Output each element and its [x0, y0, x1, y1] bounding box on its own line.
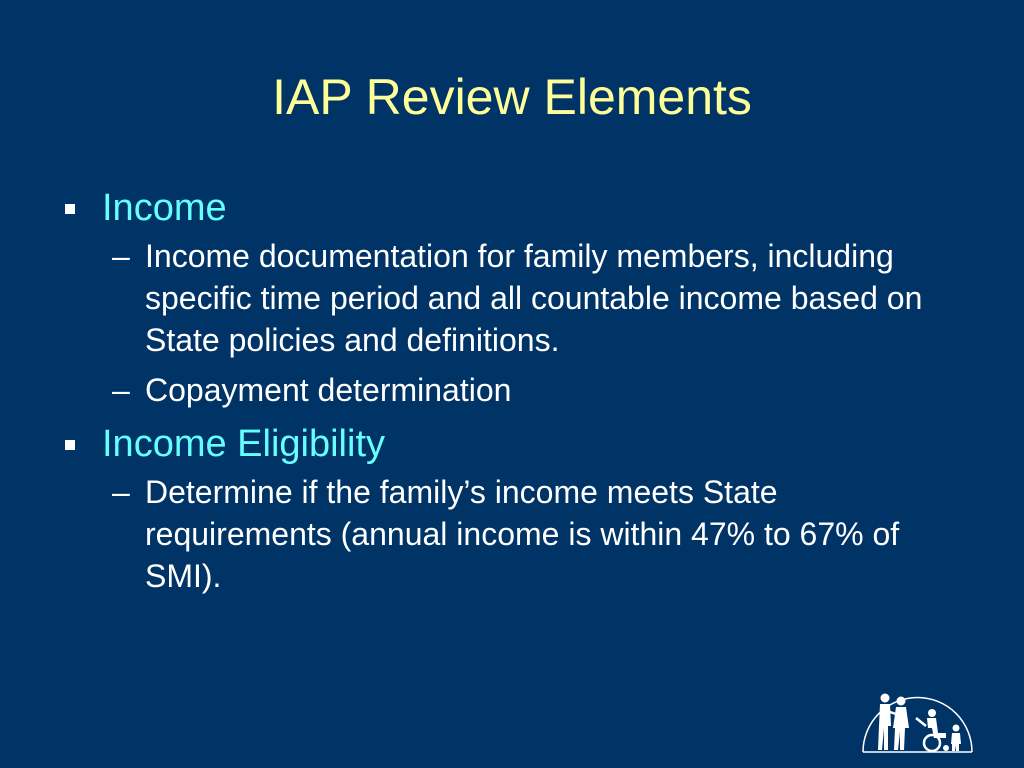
- sub-bullet-text: Income documentation for family members, including specific time period and all countable income based on State policies and definitions.: [145, 238, 923, 358]
- bullet-income-eligibility: [62, 419, 982, 469]
- dash-marker: –: [112, 238, 130, 274]
- slide-title: IAP Review Elements: [272, 69, 752, 125]
- sub-bullet-determine: [112, 471, 965, 597]
- sub-bullet-list: [112, 471, 982, 597]
- bullet-income: [62, 183, 982, 233]
- sub-bullet-copayment: [112, 369, 965, 411]
- sub-bullet-text: Copayment determination: [145, 372, 512, 408]
- sub-bullet-text: Determine if the family’s income meets State requirements (annual income is within 47% to 67% of SMI).: [145, 474, 900, 594]
- bullet-list: [62, 183, 982, 597]
- bullet-label: Income: [102, 187, 227, 229]
- family-silhouette-logo-icon: [860, 688, 975, 754]
- sub-bullet-list: [112, 235, 982, 411]
- dash-marker: –: [112, 474, 130, 510]
- sub-bullet-income-documentation: [112, 235, 965, 361]
- dash-marker: –: [112, 372, 130, 408]
- bullet-label: Income Eligibility: [102, 423, 385, 465]
- square-bullet-icon: [65, 440, 75, 450]
- square-bullet-icon: [65, 204, 75, 214]
